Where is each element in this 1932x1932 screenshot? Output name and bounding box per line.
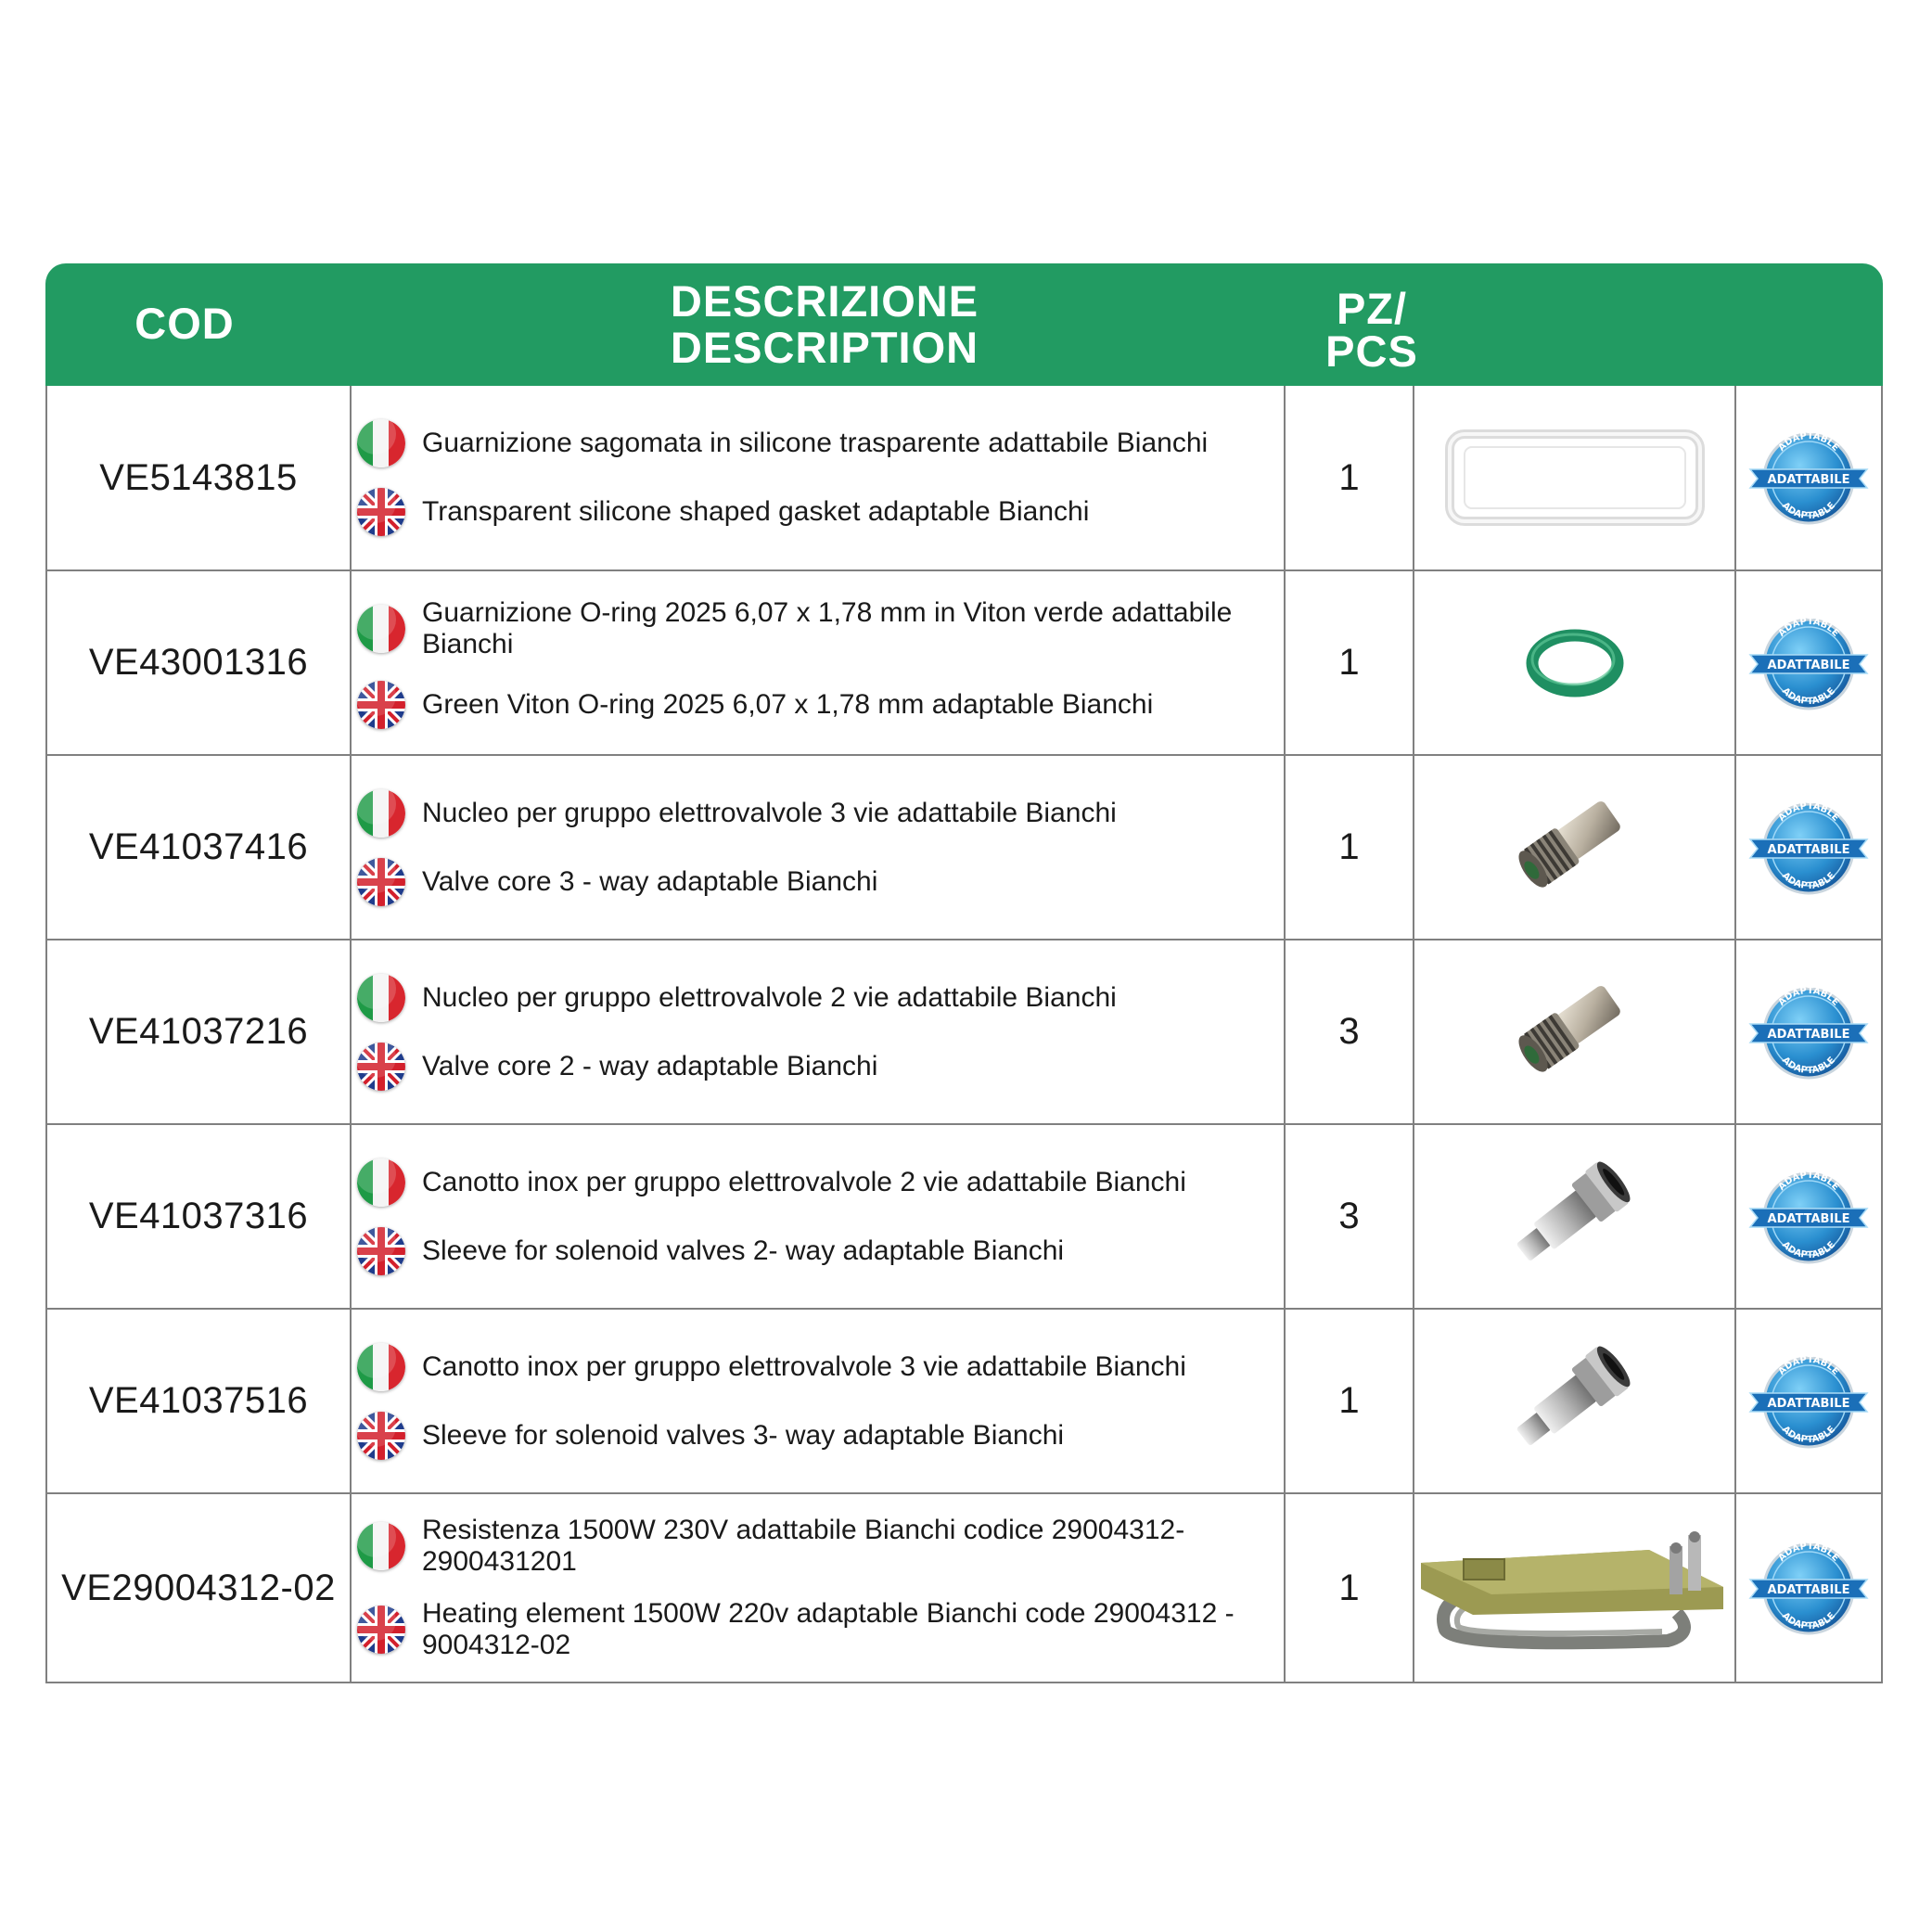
header-desc-it: DESCRIZIONE [670, 276, 979, 326]
adaptable-badge-icon [1748, 427, 1869, 529]
english-line [352, 1043, 1284, 1091]
pieces-count: 1 [1285, 1493, 1414, 1683]
english-line [352, 1598, 1284, 1661]
adaptable-badge-cell [1735, 940, 1882, 1124]
description-en: Valve core 3 - way adaptable Bianchi [422, 865, 878, 897]
description-en: Green Viton O-ring 2025 6,07 x 1,78 mm adaptable Bianchi [422, 688, 1154, 720]
product-code: VE41037516 [46, 1309, 351, 1493]
table-body [45, 386, 1883, 1683]
adaptable-badge-icon [1748, 1537, 1869, 1639]
header-pcs [1288, 284, 1455, 376]
italy-flag-icon [357, 1158, 405, 1207]
uk-flag-icon [357, 1412, 405, 1460]
svg-text:ADATTABILE: ADATTABILE [1767, 1211, 1850, 1226]
svg-text:ADAPTABLE: ADAPTABLE [1779, 1055, 1838, 1076]
adaptable-badge-icon [1748, 981, 1869, 1083]
italian-line [352, 597, 1284, 660]
product-code: VE29004312-02 [46, 1493, 351, 1683]
pieces-count: 1 [1285, 755, 1414, 940]
description-it: Guarnizione sagomata in silicone trasparente adattabile Bianchi [422, 428, 1209, 458]
description-en: Transparent silicone shaped gasket adaptable Bianchi [422, 496, 1090, 527]
svg-text:ADATTABILE: ADATTABILE [1767, 1396, 1850, 1411]
italian-line [352, 1343, 1284, 1391]
header-desc-en: DESCRIPTION [670, 323, 979, 372]
product-code: VE41037316 [46, 1124, 351, 1309]
table-row [46, 1493, 1882, 1683]
description-it: Canotto inox per gruppo elettrovalvole 2 vie adattabile Bianchi [422, 1166, 1186, 1197]
valve-core-image [1510, 977, 1640, 1088]
svg-text:ADAPTABLE: ADAPTABLE [1776, 1541, 1841, 1564]
description-it: Guarnizione O-ring 2025 6,07 x 1,78 mm in Viton verde adattabile Bianchi [422, 596, 1233, 659]
valve-sleeve-image [1501, 1152, 1649, 1282]
product-code: VE43001316 [46, 570, 351, 755]
italy-flag-icon [357, 605, 405, 653]
uk-flag-icon [357, 1227, 405, 1275]
description-cell [351, 1309, 1285, 1493]
italian-line [352, 1515, 1284, 1578]
product-image-cell [1414, 1124, 1735, 1309]
uk-flag-icon [357, 1606, 405, 1654]
svg-text:ADAPTABLE: ADAPTABLE [1779, 685, 1838, 707]
svg-text:ADAPTABLE: ADAPTABLE [1779, 1239, 1838, 1260]
adaptable-badge-cell [1735, 386, 1882, 570]
product-code: VE41037416 [46, 755, 351, 940]
italy-flag-icon [357, 1343, 405, 1391]
italian-line [352, 974, 1284, 1022]
adaptable-badge-icon [1748, 797, 1869, 899]
gasket-image [1440, 427, 1709, 529]
adaptable-badge-cell [1735, 570, 1882, 755]
description-en: Sleeve for solenoid valves 3- way adaptable Bianchi [422, 1419, 1065, 1451]
product-code: VE41037216 [46, 940, 351, 1124]
heating-element-image [1417, 1518, 1733, 1657]
pieces-count: 1 [1285, 386, 1414, 570]
adaptable-badge-cell [1735, 1309, 1882, 1493]
product-image-cell [1414, 1493, 1735, 1683]
header-pcs-line2: PCS [1325, 326, 1418, 376]
table-row [46, 1124, 1882, 1309]
product-image-cell [1414, 570, 1735, 755]
pieces-count: 1 [1285, 570, 1414, 755]
english-line [352, 1412, 1284, 1460]
english-line [352, 488, 1284, 536]
valve-sleeve-image [1501, 1337, 1649, 1466]
table-row [46, 1309, 1882, 1493]
product-image-cell [1414, 1309, 1735, 1493]
adaptable-badge-icon [1748, 1350, 1869, 1452]
description-it: Resistenza 1500W 230V adattabile Bianchi codice 29004312-2900431201 [422, 1515, 1185, 1577]
svg-text:ADATTABILE: ADATTABILE [1767, 842, 1850, 857]
description-cell [351, 1493, 1285, 1683]
description-cell [351, 570, 1285, 755]
italy-flag-icon [357, 974, 405, 1022]
uk-flag-icon [357, 681, 405, 729]
pieces-count: 3 [1285, 1124, 1414, 1309]
italian-line [352, 1158, 1284, 1207]
header-description [565, 278, 1084, 371]
svg-text:ADAPTABLE: ADAPTABLE [1779, 870, 1838, 891]
adaptable-badge-cell [1735, 1493, 1882, 1683]
table-header [45, 263, 1883, 386]
description-it: Canotto inox per gruppo elettrovalvole 3 vie adattabile Bianchi [422, 1350, 1186, 1382]
italy-flag-icon [357, 1522, 405, 1570]
svg-text:ADAPTABLE: ADAPTABLE [1776, 1354, 1841, 1377]
o-ring-image [1519, 626, 1631, 700]
svg-text:ADAPTABLE: ADAPTABLE [1776, 985, 1841, 1008]
header-cod: COD [134, 299, 235, 348]
description-en: Sleeve for solenoid valves 2- way adaptable Bianchi [422, 1235, 1065, 1266]
english-line [352, 858, 1284, 906]
product-image-cell [1414, 940, 1735, 1124]
uk-flag-icon [357, 1043, 405, 1091]
product-code: VE5143815 [46, 386, 351, 570]
svg-text:ADAPTABLE: ADAPTABLE [1776, 800, 1841, 824]
header-pcs-line1: PZ/ [1336, 284, 1408, 333]
svg-text:ADAPTABLE: ADAPTABLE [1779, 500, 1838, 522]
svg-text:ADAPTABLE: ADAPTABLE [1779, 1610, 1838, 1632]
svg-text:ADAPTABLE: ADAPTABLE [1779, 1424, 1838, 1445]
adaptable-badge-cell [1735, 755, 1882, 940]
svg-text:ADATTABILE: ADATTABILE [1767, 658, 1850, 672]
svg-text:ADAPTABLE: ADAPTABLE [1776, 616, 1841, 639]
svg-text:ADATTABILE: ADATTABILE [1767, 1027, 1850, 1042]
parts-table [45, 263, 1883, 1683]
table-row [46, 755, 1882, 940]
svg-text:ADATTABILE: ADATTABILE [1767, 473, 1850, 487]
english-line [352, 681, 1284, 729]
description-en: Valve core 2 - way adaptable Bianchi [422, 1050, 878, 1081]
adaptable-badge-icon [1748, 612, 1869, 714]
product-image-cell [1414, 386, 1735, 570]
description-cell [351, 755, 1285, 940]
pieces-count: 3 [1285, 940, 1414, 1124]
pieces-count: 1 [1285, 1309, 1414, 1493]
description-it: Nucleo per gruppo elettrovalvole 3 vie adattabile Bianchi [422, 797, 1117, 828]
description-it: Nucleo per gruppo elettrovalvole 2 vie adattabile Bianchi [422, 981, 1117, 1013]
uk-flag-icon [357, 858, 405, 906]
table-row [46, 940, 1882, 1124]
italy-flag-icon [357, 789, 405, 838]
adaptable-badge-cell [1735, 1124, 1882, 1309]
description-en: Heating element 1500W 220v adaptable Bianchi code 29004312 - 9004312-02 [422, 1598, 1235, 1660]
italy-flag-icon [357, 419, 405, 467]
italian-line [352, 419, 1284, 467]
uk-flag-icon [357, 488, 405, 536]
svg-text:ADATTABILE: ADATTABILE [1767, 1583, 1850, 1597]
table-row [46, 386, 1882, 570]
product-image-cell [1414, 755, 1735, 940]
description-cell [351, 386, 1285, 570]
svg-text:ADAPTABLE: ADAPTABLE [1776, 1170, 1841, 1193]
table-row [46, 570, 1882, 755]
description-cell [351, 940, 1285, 1124]
valve-core-image [1510, 792, 1640, 903]
adaptable-badge-icon [1748, 1166, 1869, 1268]
description-cell [351, 1124, 1285, 1309]
svg-text:ADAPTABLE: ADAPTABLE [1776, 430, 1841, 454]
italian-line [352, 789, 1284, 838]
english-line [352, 1227, 1284, 1275]
